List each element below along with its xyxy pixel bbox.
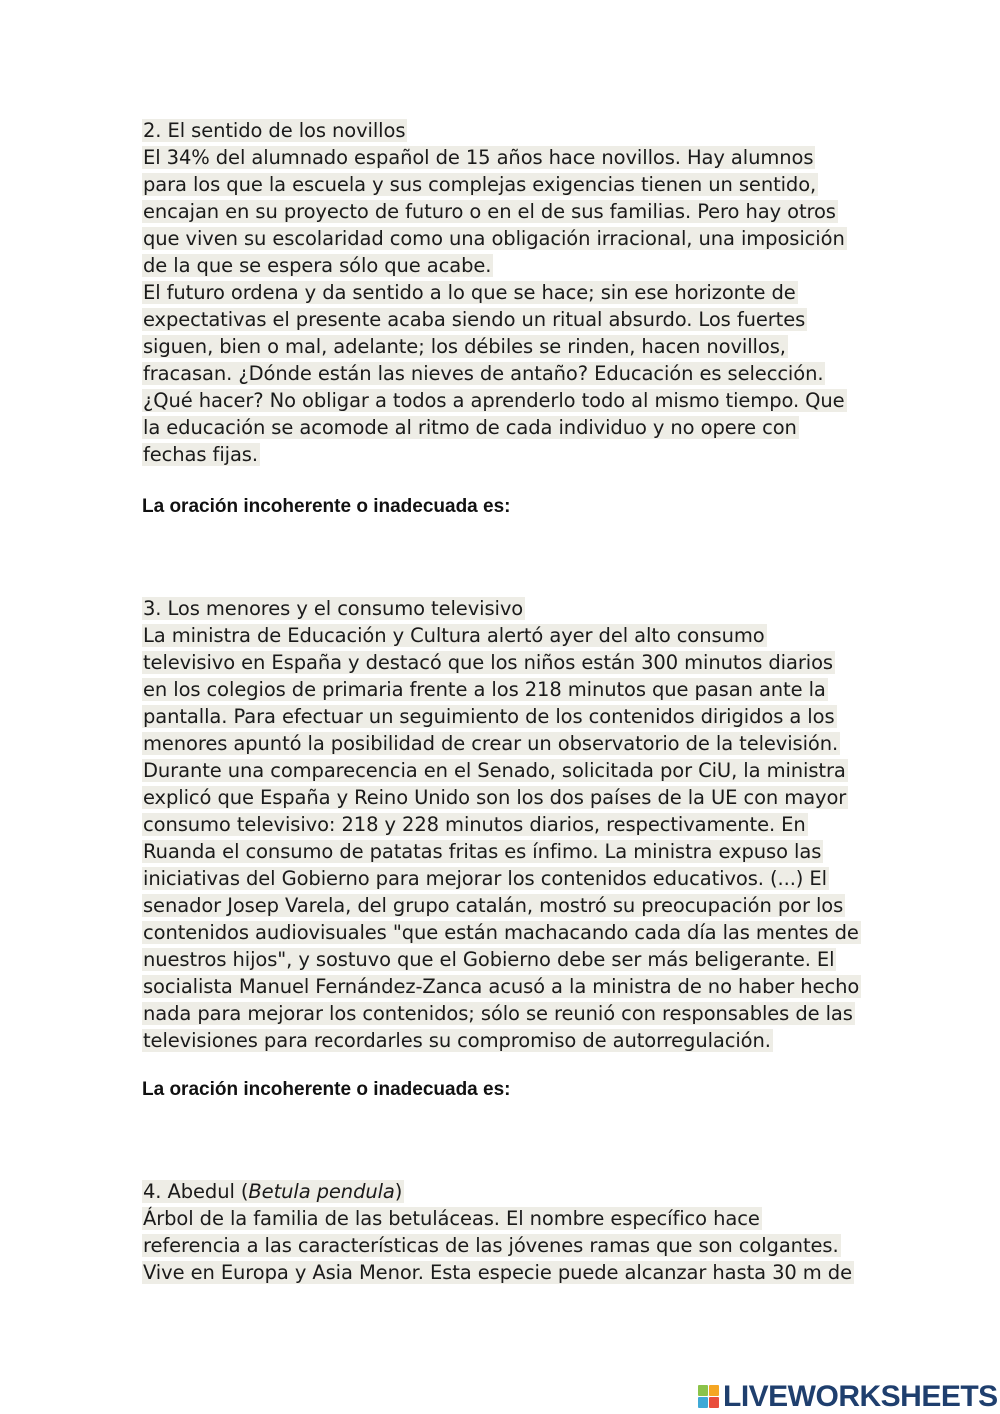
paragraph-line-text: para los que la escuela y sus complejas exigencias tienen un sentido, — [143, 173, 817, 196]
paragraph-line — [142, 387, 862, 414]
paragraph-line — [142, 225, 862, 252]
paragraph-line-text: referencia a las características de las jóvenes ramas que son colgantes. — [143, 1234, 839, 1257]
paragraph-line — [142, 676, 862, 703]
paragraph-line-text: en los colegios de primaria frente a los 218 minutos que pasan ante la — [143, 678, 826, 701]
section-3 — [142, 595, 862, 1054]
paragraph-line-text: encajan en su proyecto de futuro o en el de sus familias. Pero hay otros — [143, 200, 836, 223]
species-name: Betula pendula — [248, 1180, 395, 1203]
paragraph-line-text: siguen, bien o mal, adelante; los débiles se rinden, hacen novillos, — [143, 335, 786, 358]
paragraph-line-text: ¿Qué hacer? No obligar a todos a aprenderlo todo al mismo tiempo. Que — [143, 389, 845, 412]
paragraph-line — [142, 838, 862, 865]
paragraph-line-text: contenidos audiovisuales "que están machacando cada día las mentes de — [143, 921, 859, 944]
section-3-title: 3. Los menores y el consumo televisivo — [143, 597, 524, 620]
paragraph-line-text: Vive en Europa y Asia Menor. Esta especie puede alcanzar hasta 30 m de — [143, 1261, 852, 1284]
paragraph-line — [142, 441, 862, 468]
paragraph-line — [142, 1232, 862, 1259]
paragraph-line — [142, 757, 862, 784]
paragraph-line — [142, 649, 862, 676]
paragraph-line — [142, 414, 862, 441]
paragraph-line — [142, 784, 862, 811]
liveworksheets-logo[interactable] — [698, 1380, 998, 1414]
paragraph-line-text: televisiones para recordarles su compromiso de autorregulación. — [143, 1029, 771, 1052]
paragraph-line — [142, 892, 862, 919]
section-3-body — [142, 622, 862, 1054]
paragraph-line-text: fechas fijas. — [143, 443, 258, 466]
paragraph-line-text: menores apuntó la posibilidad de crear un observatorio de la televisión. — [143, 732, 839, 755]
paragraph-line — [142, 946, 862, 973]
paragraph-line — [142, 1027, 862, 1054]
paragraph-line-text: Durante una comparecencia en el Senado, solicitada por CiU, la ministra — [143, 759, 846, 782]
paragraph-line-text: televisivo en España y destacó que los niños están 300 minutos diarios — [143, 651, 833, 674]
section-4-title: 4. Abedul (Betula pendula) — [143, 1180, 403, 1203]
paragraph-line-text: que viven su escolaridad como una obligación irracional, una imposición — [143, 227, 845, 250]
paragraph-line — [142, 1000, 862, 1027]
paragraph-line-text: fracasan. ¿Dónde están las nieves de antaño? Educación es selección. — [143, 362, 824, 385]
paragraph-line — [142, 919, 862, 946]
paragraph-line-text: iniciativas del Gobierno para mejorar los contenidos educativos. (...) El — [143, 867, 827, 890]
paragraph-line-text: consumo televisivo: 218 y 228 minutos diarios, respectivamente. En — [143, 813, 806, 836]
paragraph-line — [142, 622, 862, 649]
section-2 — [142, 117, 862, 468]
section-2-prompt: La oración incoherente o inadecuada es: — [142, 496, 511, 517]
paragraph-line-text: La ministra de Educación y Cultura alertó ayer del alto consumo — [143, 624, 765, 647]
paragraph-line-text: de la que se espera sólo que acabe. — [143, 254, 492, 277]
section-2-title: 2. El sentido de los novillos — [143, 119, 406, 142]
paragraph-line — [142, 973, 862, 1000]
paragraph-line-text: pantalla. Para efectuar un seguimiento de los contenidos dirigidos a los — [143, 705, 835, 728]
paragraph-line — [142, 703, 862, 730]
paragraph-line-text: expectativas el presente acaba siendo un ritual absurdo. Los fuertes — [143, 308, 806, 331]
section-3-prompt: La oración incoherente o inadecuada es: — [142, 1079, 511, 1100]
logo-text: LIVEWORKSHEETS — [723, 1380, 998, 1413]
paragraph-line-text: la educación se acomode al ritmo de cada individuo y no opere con — [143, 416, 797, 439]
paragraph-line — [142, 360, 862, 387]
liveworksheets-logo-icon — [698, 1385, 720, 1409]
paragraph-line — [142, 730, 862, 757]
paragraph-line-text: nuestros hijos", y sostuvo que el Gobierno debe ser más beligerante. El — [143, 948, 835, 971]
paragraph-line-text: Ruanda el consumo de patatas fritas es ínfimo. La ministra expuso las — [143, 840, 822, 863]
paragraph-line — [142, 279, 862, 306]
section-4-body — [142, 1205, 862, 1286]
paragraph-line-text: socialista Manuel Fernández-Zanca acusó a la ministra de no haber hecho — [143, 975, 860, 998]
paragraph-line-text: explicó que España y Reino Unido son los dos países de la UE con mayor — [143, 786, 847, 809]
paragraph-line — [142, 171, 862, 198]
paragraph-line-text: senador Josep Varela, del grupo catalán, mostró su preocupación por los — [143, 894, 844, 917]
paragraph-line — [142, 144, 862, 171]
paragraph-line — [142, 865, 862, 892]
section-2-body — [142, 144, 862, 468]
section-4 — [142, 1178, 862, 1286]
paragraph-line-text: Árbol de la familia de las betuláceas. El nombre específico hace — [143, 1207, 760, 1230]
paragraph-line-text: El futuro ordena y da sentido a lo que se hace; sin ese horizonte de — [143, 281, 796, 304]
paragraph-line — [142, 1205, 862, 1232]
paragraph-line — [142, 198, 862, 225]
paragraph-line-text: El 34% del alumnado español de 15 años hace novillos. Hay alumnos — [143, 146, 814, 169]
paragraph-line — [142, 1259, 862, 1286]
paragraph-line — [142, 306, 862, 333]
paragraph-line — [142, 811, 862, 838]
paragraph-line-text: nada para mejorar los contenidos; sólo se reunió con responsables de las — [143, 1002, 853, 1025]
paragraph-line — [142, 333, 862, 360]
paragraph-line — [142, 252, 862, 279]
